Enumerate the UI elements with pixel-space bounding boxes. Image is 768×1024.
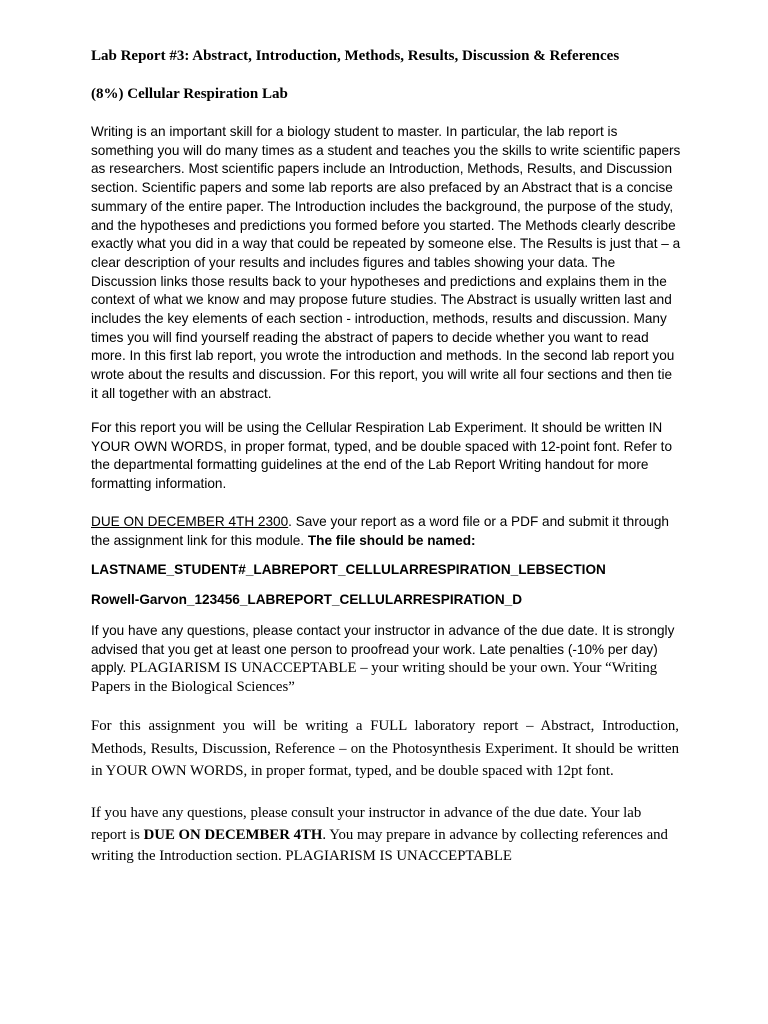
plagiarism-text: PLAGIARISM IS UNACCEPTABLE – your writing should be your own. Your “Writing Papers in the Biological Sciences”: [91, 660, 658, 696]
filename-example: Rowell-Garvon_123456_LABREPORT_CELLULARRESPIRATION_D: [91, 592, 523, 607]
final-text-before: If you have any questions, please consult your instructor in advance of the due date. Your lab report is: [91, 805, 642, 843]
filename-pattern: LASTNAME_STUDENT#_LABREPORT_CELLULARRESPIRATION_LEBSECTION: [91, 562, 606, 577]
format-paragraph: For this report you will be using the Cellular Respiration Lab Experiment. It should be written IN YOUR OWN WORDS, in proper format, typed, and be double spaced with 12-point font. Refer to the departmental formatting guidelines at the end of the Lab Report Writing handout for more formatting information.: [91, 420, 673, 492]
final-text-after: . You may prepare in advance by collecting references and writing the Introduction section. PLAGIARISM IS UNACCEPTABLE: [91, 826, 668, 864]
final-due-date: DUE ON DECEMBER 4TH: [143, 826, 323, 843]
document-subtitle: (8%) Cellular Respiration Lab: [91, 86, 288, 102]
intro-paragraph: Writing is an important skill for a biology student to master. In particular, the lab report is something you will do many times as a student and teaches you the skills to write scientific papers as researchers. Most scientific papers include an Introduction, Methods, Results, and Discussion section. Scientific papers and some lab reports are also prefaced by an Abstract that is a concise summary of the entire paper. The Introduction includes the background, the purpose of the study, and the hypotheses and predictions you formed before you started. The Methods clearly describe exactly what you did in a way that could be repeated by someone else. The Results is just that – a clear description of your results and includes figures and tables showing your data. The Discussion links those results back to your hypotheses and predictions and explains them in the context of what we know and may propose future studies. The Abstract is usually written last and includes the key elements of each section - introduction, methods, results and discussion. Many times you will find yourself reading the abstract of papers to decide whether you want to read more. In this first lab report, you wrote the introduction and methods. In the second lab report you wrote about the results and discussion. For this report, you will write all four sections and then tie it all together with an abstract.: [91, 124, 681, 401]
questions-paragraph: [91, 622, 681, 697]
document-title: Lab Report #3: Abstract, Introduction, Methods, Results, Discussion & References: [91, 48, 620, 64]
file-named-label: The file should be named:: [307, 532, 476, 548]
questions-text: If you have any questions, please contact your instructor in advance of the due date. It is strongly advised that you get at least one person to proofread your work. Late penalties (-10% per day) apply.: [91, 623, 675, 676]
full-report-paragraph: For this assignment you will be writing a FULL laboratory report – Abstract, Introduction, Methods, Results, Discussion, Reference – on the Photosynthesis Experiment. It should be written in YOUR OWN WORDS, in proper format, typed, and be double spaced with 12pt font.: [91, 718, 679, 779]
due-instructions: . Save your report as a word file or a PDF and submit it through the assignment link for this module.: [91, 514, 669, 548]
due-paragraph: [91, 513, 681, 550]
final-paragraph: [91, 803, 679, 868]
due-date-label: DUE ON DECEMBER 4TH 2300: [91, 514, 289, 529]
